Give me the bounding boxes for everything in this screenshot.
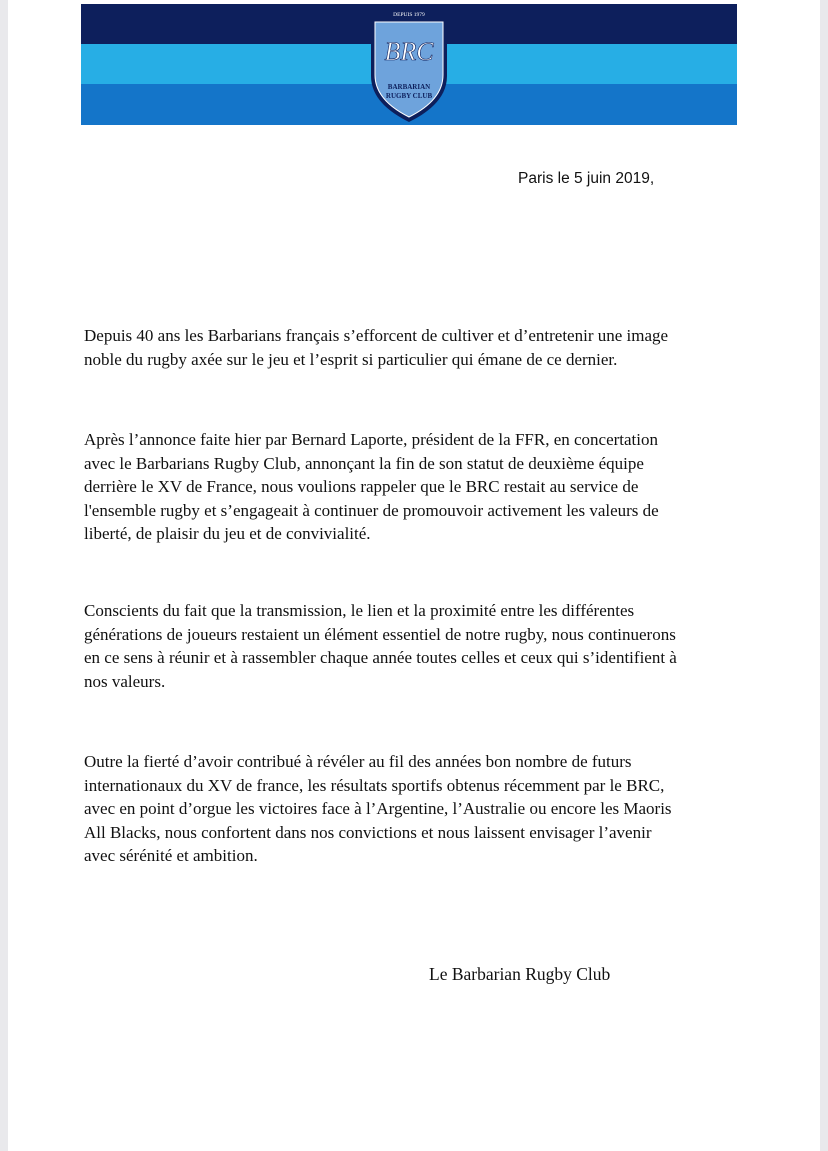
- club-crest-logo: [363, 4, 455, 125]
- letter-date: Paris le 5 juin 2019,: [518, 170, 655, 187]
- letter-signature: Le Barbarian Rugby Club: [429, 964, 611, 984]
- paragraph-announcement: Après l’annonce faite hier par Bernard Laporte, président de la FFR, en concertation avec le Barbarians Rugby Club, annonçant la fin de son statut de deuxième équipe derrière le XV de France, nous voulions rappeler que le BRC restait au service de l'ensemble rugby et s’engageait à continuer de promouvoir activement les valeurs de liberté, de plaisir du jeu et de convivialité.: [84, 430, 659, 543]
- svg-text:BARBARIAN: BARBARIAN: [387, 83, 431, 91]
- header-banner: [81, 4, 737, 125]
- svg-text:DEPUIS 1979: DEPUIS 1979: [393, 12, 425, 18]
- paragraph-results: Outre la fierté d’avoir contribué à révéler au fil des années bon nombre de futurs internationaux du XV de france, les résultats sportifs obtenus récemment par le BRC, avec en point d’orgue les victoires face à l’Argentine, l’Australie ou encore les Maoris All Blacks, nous confortent dans nos convictions et nous laissent envisager l’avenir avec sérénité et ambition.: [84, 752, 672, 865]
- paragraph-transmission: Conscients du fait que la transmission, le lien et la proximité entre les différentes générations de joueurs restaient un élément essentiel de notre rugby, nous continuerons en ce sens à réunir et à rassembler chaque année toutes celles et ceux qui s’identifient à nos valeurs.: [84, 601, 677, 691]
- svg-text:BRC: BRC: [384, 37, 434, 66]
- letter-page: [8, 0, 820, 1151]
- svg-text:RUGBY CLUB: RUGBY CLUB: [385, 92, 433, 100]
- crest-shield-icon: [363, 4, 455, 125]
- paragraph-intro: Depuis 40 ans les Barbarians français s’efforcent de cultiver et d’entretenir une image noble du rugby axée sur le jeu et l’esprit si particulier qui émane de ce dernier.: [84, 326, 669, 369]
